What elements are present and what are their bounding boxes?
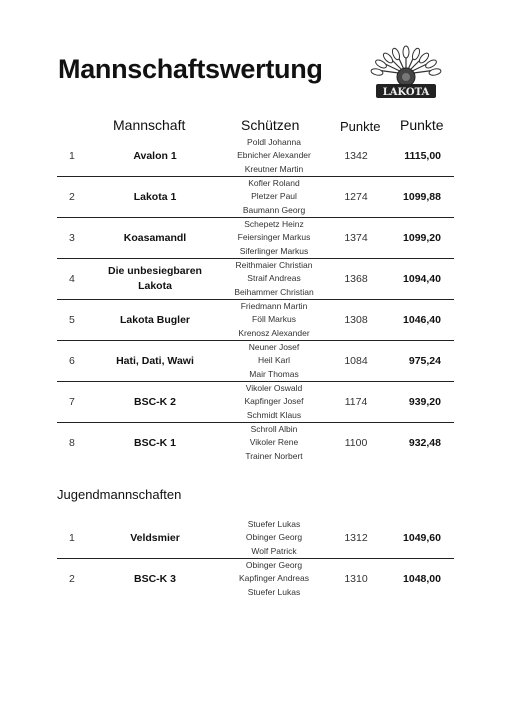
shooter-list — [213, 177, 335, 217]
shooter-name: Obinger Georg — [245, 559, 303, 570]
rank: 5 — [69, 314, 75, 326]
table-row — [57, 341, 454, 382]
rank: 7 — [69, 396, 75, 408]
score: 1099,88 — [403, 191, 441, 203]
shooter-name: Straif Andreas — [247, 273, 301, 284]
header-shooters: Schützen — [241, 117, 300, 133]
points: 1274 — [344, 191, 368, 203]
shooter-list — [213, 136, 335, 176]
table-row — [57, 136, 454, 177]
points: 1084 — [344, 355, 368, 367]
table-row — [57, 559, 454, 599]
score: 1049,60 — [403, 532, 441, 544]
shooter-name: Feiersinger Markus — [237, 232, 311, 243]
shooter-name: Stuefer Lukas — [247, 586, 301, 597]
shooter-name: Neuner Josef — [248, 341, 300, 352]
score: 975,24 — [408, 355, 441, 367]
shooter-list — [213, 559, 335, 599]
shooter-name: Obinger Georg — [245, 532, 303, 543]
shooter-list — [213, 518, 335, 558]
table-row — [57, 177, 454, 218]
rank: 1 — [69, 150, 75, 162]
points: 1312 — [344, 532, 368, 544]
table-row — [57, 218, 454, 259]
points: 1368 — [344, 273, 368, 285]
shooter-name: Baumann Georg — [242, 204, 306, 215]
table-row — [57, 259, 454, 300]
shooter-name: Beihammer Christian — [234, 286, 314, 297]
score: 1099,20 — [403, 232, 441, 244]
page-title: Mannschaftswertung — [58, 54, 323, 84]
rank: 1 — [69, 532, 75, 544]
shooter-name: Friedmann Martin — [240, 300, 308, 311]
shooter-name: Kapfinger Josef — [244, 396, 304, 407]
rank: 8 — [69, 437, 75, 449]
team-name: BSC-K 1 — [133, 436, 176, 449]
logo-text: LAKOTA — [382, 87, 430, 98]
team-name: Lakota Bugler — [119, 313, 190, 326]
score: 1115,00 — [404, 150, 441, 162]
shooter-name: Schroll Albin — [250, 423, 298, 434]
shooter-name: Krenosz Alexander — [238, 327, 310, 338]
shooter-name: Vikoler Oswald — [245, 382, 303, 393]
shooter-name: Kreutner Martin — [244, 163, 304, 174]
points: 1342 — [344, 150, 368, 162]
points: 1174 — [344, 396, 368, 408]
team-name: Lakota 1 — [133, 190, 177, 203]
points: 1100 — [344, 437, 368, 449]
table-row — [57, 300, 454, 341]
points: 1308 — [344, 314, 368, 326]
table-row — [57, 518, 454, 559]
shooter-name: Reithmaier Christian — [235, 259, 313, 270]
team-name: Die unbesiegbaren Lakota — [108, 265, 202, 292]
shooter-name: Siferlinger Markus — [239, 245, 309, 256]
youth-results-table — [57, 518, 454, 599]
youth-section-title: Jugendmannschaften — [57, 487, 182, 502]
team-name: Avalon 1 — [133, 149, 177, 162]
team-name: Hati, Dati, Wawi — [116, 354, 194, 367]
shooter-list — [213, 341, 335, 381]
table-row — [57, 423, 454, 463]
header-team: Mannschaft — [113, 117, 186, 133]
points: 1310 — [344, 573, 368, 585]
header-score: Punkte — [400, 117, 444, 133]
shooter-list — [213, 300, 335, 340]
rank: 3 — [69, 232, 75, 244]
score: 1094,40 — [403, 273, 441, 285]
shooter-name: Trainer Norbert — [245, 450, 303, 461]
shooter-name: Poldl Johanna — [247, 136, 301, 147]
lakota-logo — [370, 44, 442, 104]
team-name: Koasamandl — [123, 231, 187, 244]
shooter-name: Wolf Patrick — [251, 545, 297, 556]
points: 1374 — [344, 232, 368, 244]
shooter-name: Vikoler Rene — [249, 437, 299, 448]
shooter-name: Heil Karl — [257, 355, 291, 366]
rank: 6 — [69, 355, 75, 367]
shooter-list — [213, 259, 335, 299]
shooter-list — [213, 423, 335, 463]
rank: 2 — [69, 191, 75, 203]
shooter-name: Mair Thomas — [249, 368, 299, 379]
team-name: BSC-K 2 — [133, 395, 176, 408]
header-points: Punkte — [340, 119, 381, 134]
shooter-name: Ebnicher Alexander — [237, 150, 311, 161]
shooter-name: Pletzer Paul — [251, 191, 297, 202]
score: 939,20 — [408, 396, 441, 408]
shooter-name: Stuefer Lukas — [247, 518, 301, 529]
team-name: BSC-K 3 — [133, 572, 176, 585]
table-row — [57, 382, 454, 423]
rank: 4 — [69, 273, 75, 285]
shooter-name: Kofler Roland — [248, 177, 300, 188]
shooter-name: Schmidt Klaus — [246, 409, 302, 420]
shooter-list — [213, 382, 335, 422]
shooter-name: Föll Markus — [252, 314, 296, 325]
shooter-name: Kapfinger Andreas — [239, 573, 309, 584]
score: 1046,40 — [403, 314, 441, 326]
score: 932,48 — [408, 437, 441, 449]
team-name: Veldsmier — [130, 531, 180, 544]
shooter-list — [213, 218, 335, 258]
score: 1048,00 — [403, 573, 441, 585]
shooter-name: Schepetz Heinz — [244, 218, 304, 229]
team-results-table — [57, 136, 454, 463]
rank: 2 — [69, 573, 75, 585]
